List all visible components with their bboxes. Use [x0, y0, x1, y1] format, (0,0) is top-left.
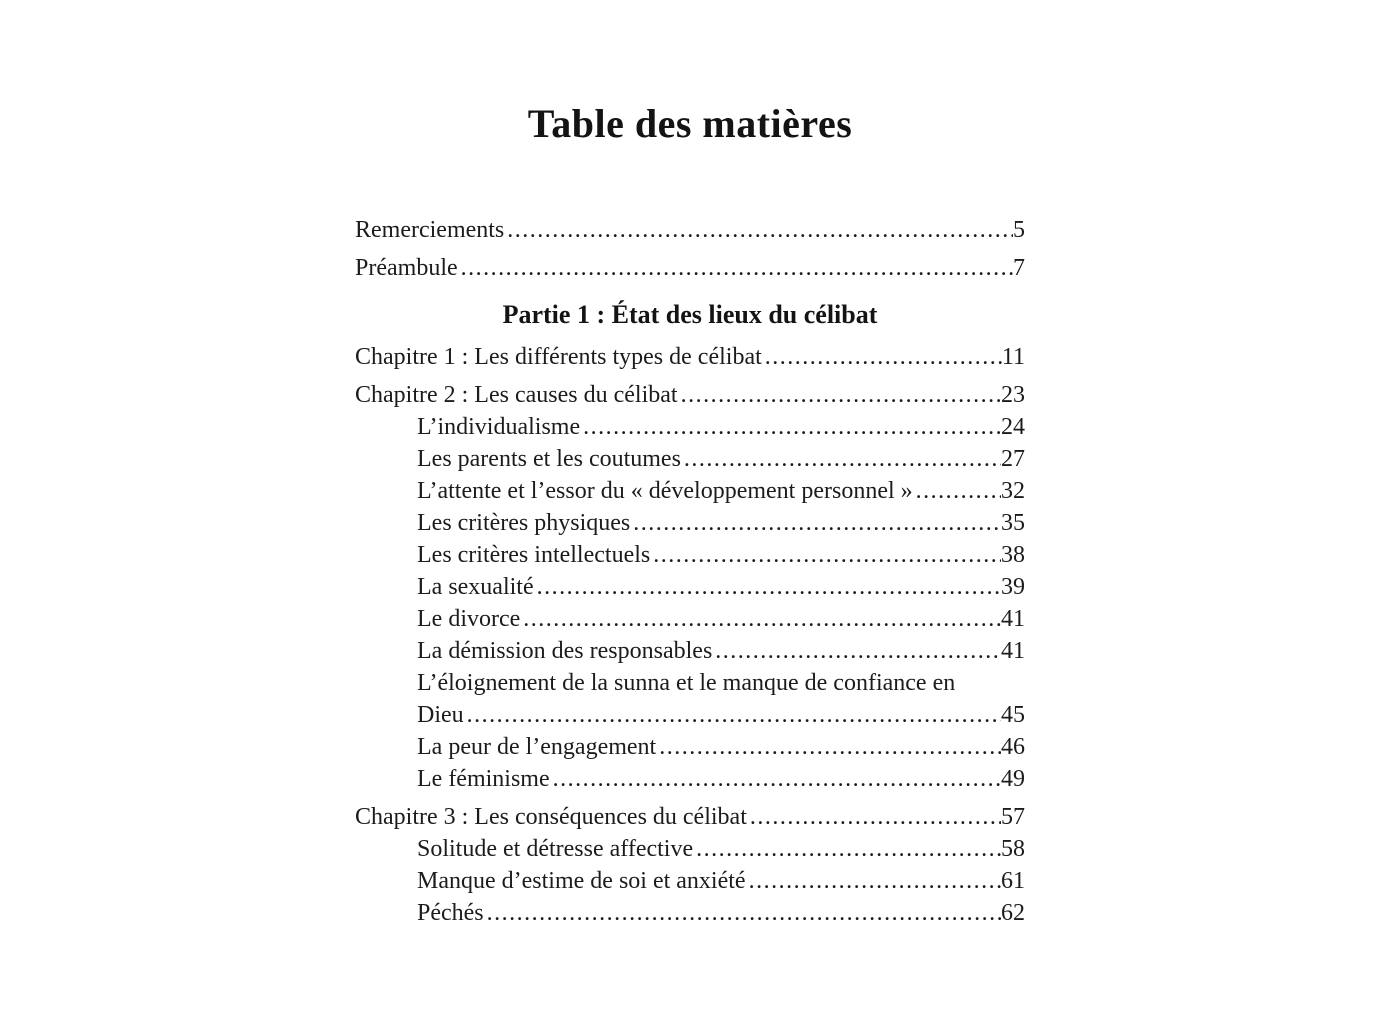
toc-entry-label: Chapitre 3 : Les conséquences du célibat [355, 804, 747, 830]
toc-entry-page: 62 [1001, 900, 1025, 926]
dot-leader [550, 763, 1001, 795]
toc-entry-page: 49 [1001, 766, 1025, 792]
toc-entry [355, 731, 1025, 763]
toc-entry [355, 897, 1025, 929]
dot-leader [464, 699, 1001, 731]
dot-leader [762, 341, 1002, 373]
toc-entry [355, 443, 1025, 475]
toc-entry [355, 214, 1025, 246]
toc-entry-page: 41 [1001, 606, 1025, 632]
toc-entry-label: La sexualité [417, 574, 534, 600]
toc-entry-label: Solitude et détresse affective [417, 836, 694, 862]
dot-leader [520, 603, 1001, 635]
toc-entry-label: L’attente et l’essor du « développement personnel » [417, 478, 913, 504]
toc-entry-label: La démission des responsables [417, 638, 713, 664]
toc-entry-label: La peur de l’engagement [417, 734, 657, 760]
toc-entry-label: L’éloignement de la sunna et le manque de confiance en [417, 670, 956, 696]
toc-entry-page: 58 [1001, 836, 1025, 862]
toc-entry [355, 635, 1025, 667]
toc-entry-label: Péchés [417, 900, 484, 926]
toc-entry [355, 865, 1025, 897]
dot-leader [712, 635, 1001, 667]
toc-entry-page: 61 [1001, 868, 1025, 894]
toc-entry-page: 24 [1001, 414, 1025, 440]
dot-leader [650, 539, 1001, 571]
toc-entry-page: 11 [1001, 344, 1025, 370]
toc-entry-label: Les parents et les coutumes [417, 446, 681, 472]
toc-entry [355, 667, 1025, 699]
toc-entry-label: Remerciements [355, 217, 505, 243]
toc-entry [355, 411, 1025, 443]
dot-leader [746, 865, 1001, 897]
toc-entry [355, 801, 1025, 833]
toc-entry-label: Chapitre 1 : Les différents types de célibat [355, 344, 762, 370]
toc-entry [355, 603, 1025, 635]
toc-list [355, 208, 1025, 929]
dot-leader [504, 214, 1013, 246]
toc-entry [355, 763, 1025, 795]
dot-leader [913, 475, 1001, 507]
toc-entry-label: Le divorce [417, 606, 521, 632]
dot-leader [693, 833, 1001, 865]
toc-entry-page: 32 [1001, 478, 1025, 504]
toc-entry-page: 41 [1001, 638, 1025, 664]
dot-leader [534, 571, 1001, 603]
toc-entry-label: Chapitre 2 : Les causes du célibat [355, 382, 678, 408]
dot-leader [747, 801, 1001, 833]
toc-part-heading: Partie 1 : État des lieux du célibat [502, 300, 878, 329]
toc-entry-page: 5 [1013, 217, 1025, 243]
toc-entry-page: 23 [1001, 382, 1025, 408]
toc-entry-page: 57 [1001, 804, 1025, 830]
dot-leader [580, 411, 1001, 443]
toc-entry [355, 475, 1025, 507]
toc-entry-page: 7 [1013, 255, 1025, 281]
toc-entry [355, 571, 1025, 603]
toc-entry-page: 35 [1001, 510, 1025, 536]
dot-leader [681, 443, 1001, 475]
toc-entry [355, 539, 1025, 571]
toc-entry [355, 699, 1025, 731]
dot-leader [630, 507, 1001, 539]
toc-entry-page: 38 [1001, 542, 1025, 568]
toc-entry-label: Les critères intellectuels [417, 542, 651, 568]
toc-entry-label: Manque d’estime de soi et anxiété [417, 868, 746, 894]
toc-entry [355, 379, 1025, 411]
toc-entry-label: Le féminisme [417, 766, 550, 792]
toc-entry [355, 252, 1025, 284]
toc-entry-label: Dieu [417, 702, 464, 728]
toc-entry-label: Préambule [355, 255, 458, 281]
dot-leader [656, 731, 1001, 763]
toc-entry-label: L’individualisme [417, 414, 581, 440]
page-title: Table des matières [527, 101, 853, 146]
toc-entry [355, 507, 1025, 539]
toc-entry-page: 46 [1001, 734, 1025, 760]
toc-entry-page: 39 [1001, 574, 1025, 600]
toc-entry-page: 45 [1001, 702, 1025, 728]
toc-entry [355, 341, 1025, 373]
dot-leader [484, 897, 1001, 929]
dot-leader [458, 252, 1013, 284]
toc-entry-label: Les critères physiques [417, 510, 631, 536]
dot-leader [678, 379, 1001, 411]
toc-entry-page: 27 [1001, 446, 1025, 472]
toc-entry [355, 833, 1025, 865]
